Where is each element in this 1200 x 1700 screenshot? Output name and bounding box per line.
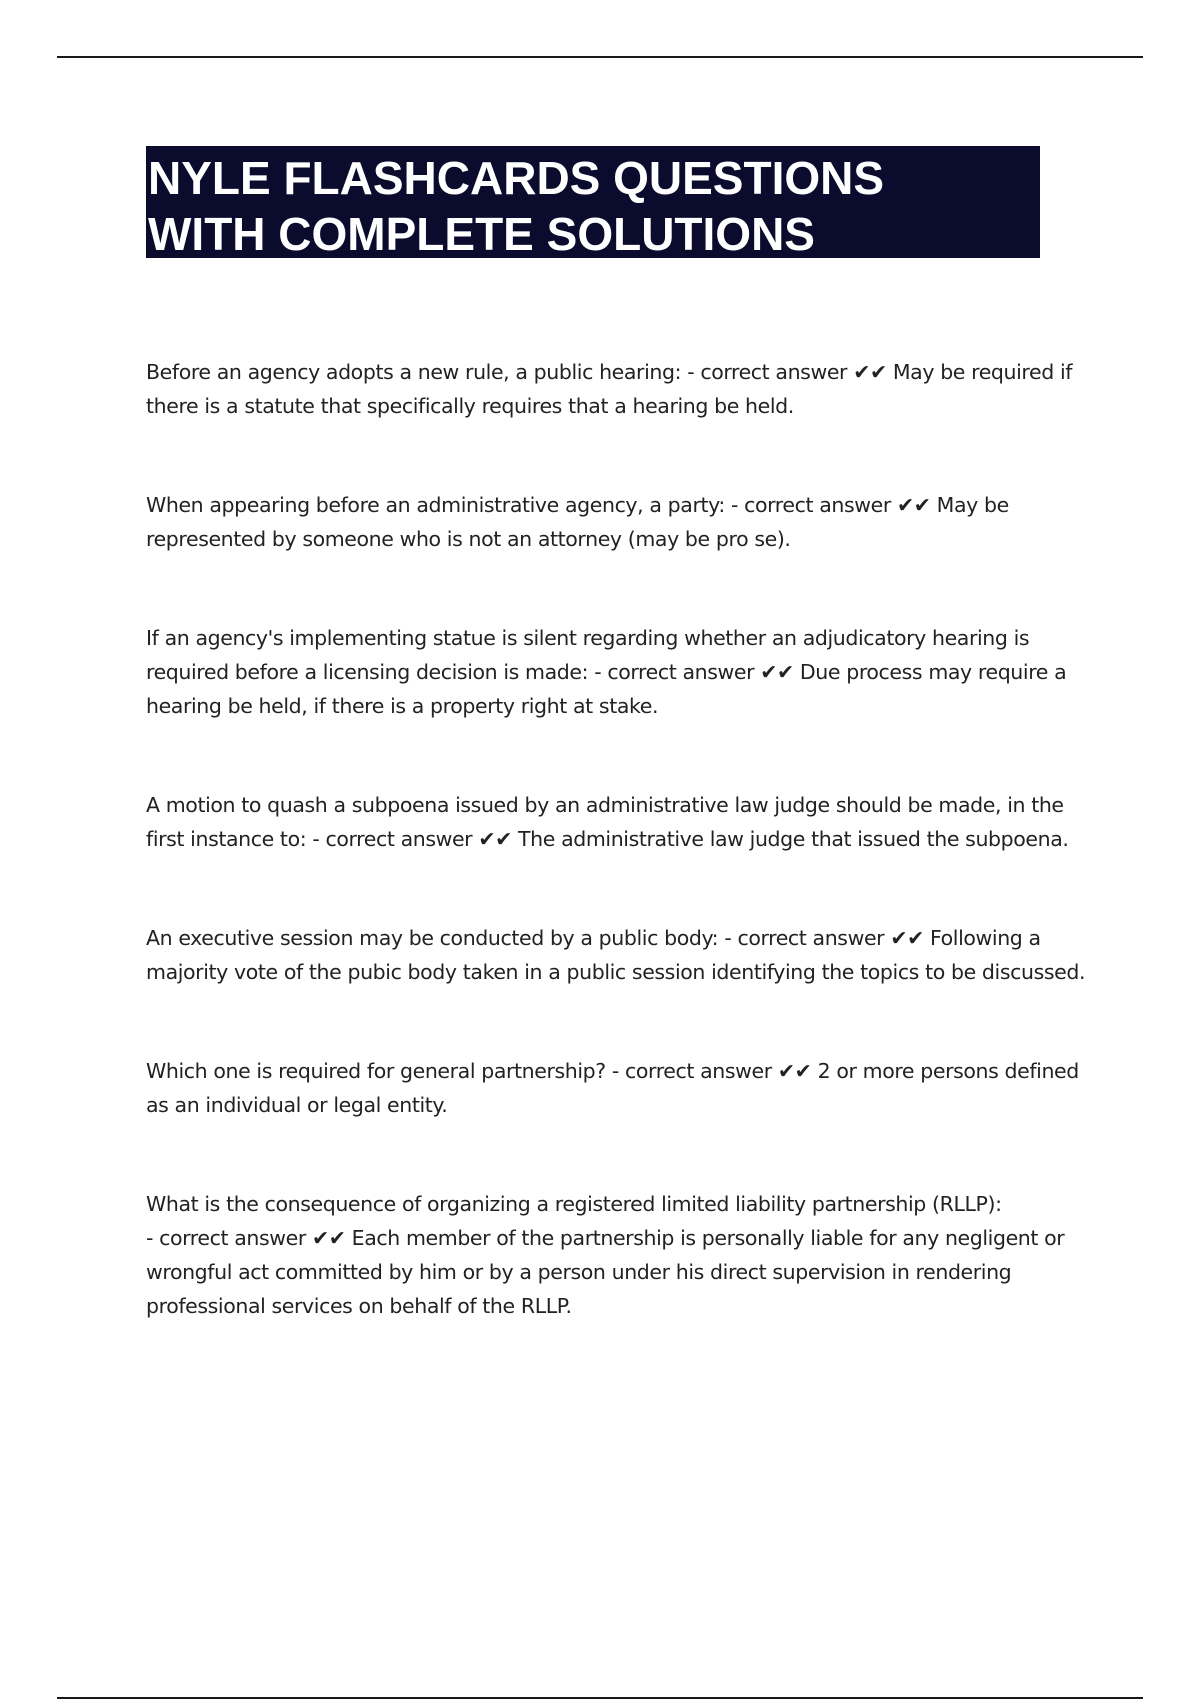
check-icon: ✔✔	[853, 360, 887, 384]
flashcard-answer: May be required if there is a statute that specifically requires that a hearing be held.	[146, 360, 1073, 418]
flashcard-item	[146, 355, 1086, 423]
document-title-banner	[146, 146, 1040, 258]
flashcard-item	[146, 921, 1086, 989]
flashcard-question: If an agency's implementing statue is silent regarding whether an adjudicatory hearing is required before a licensing decision is made:	[146, 626, 1030, 684]
answer-marker: - correct answer	[731, 493, 891, 517]
answer-marker: - correct answer	[594, 660, 755, 684]
flashcard-question: Which one is required for general partnership?	[146, 1059, 606, 1083]
check-icon: ✔✔	[896, 493, 931, 517]
bottom-divider	[57, 1697, 1143, 1699]
flashcard-item	[146, 621, 1086, 723]
check-icon: ✔✔	[311, 1226, 346, 1250]
document-title-line-2: WITH COMPLETE SOLUTIONS	[148, 208, 815, 260]
top-divider	[57, 56, 1143, 58]
flashcard-answer: Due process may require a hearing be held, if there is a property right at stake.	[146, 660, 1067, 718]
check-icon: ✔✔	[478, 827, 512, 851]
flashcard-question: When appearing before an administrative agency, a party:	[146, 493, 725, 517]
flashcard-answer: May be represented by someone who is not an attorney (may be pro se).	[146, 493, 1009, 551]
answer-marker: - correct answer	[146, 1226, 306, 1250]
flashcard-answer: 2 or more persons defined as an individual or legal entity.	[146, 1059, 1079, 1117]
check-icon: ✔✔	[890, 926, 924, 950]
flashcard-list	[146, 355, 1086, 1388]
flashcard-item	[146, 1054, 1086, 1122]
document-title-line-1: NYLE FLASHCARDS QUESTIONS	[148, 152, 885, 204]
flashcard-item	[146, 1187, 1086, 1323]
check-icon: ✔✔	[760, 660, 794, 684]
flashcard-question: An executive session may be conducted by a public body:	[146, 926, 719, 950]
flashcard-item	[146, 488, 1086, 556]
flashcard-answer: Following a majority vote of the pubic body taken in a public session identifying the topics to be discussed.	[146, 926, 1086, 984]
flashcard-question: What is the consequence of organizing a registered limited liability partnership (RLLP):	[146, 1192, 1002, 1216]
answer-marker: - correct answer	[724, 926, 885, 950]
flashcard-item	[146, 788, 1086, 856]
check-icon: ✔✔	[777, 1059, 812, 1083]
flashcard-answer: The administrative law judge that issued the subpoena.	[518, 827, 1069, 851]
flashcard-question: A motion to quash a subpoena issued by an administrative law judge should be made, in the first instance to:	[146, 793, 1064, 851]
flashcard-answer: Each member of the partnership is personally liable for any negligent or wrongful act committed by him or by a person under his direct supervision in rendering professional services on behalf of the RLLP.	[146, 1226, 1065, 1318]
flashcard-question: Before an agency adopts a new rule, a public hearing:	[146, 360, 682, 384]
answer-marker: - correct answer	[611, 1059, 772, 1083]
answer-marker: - correct answer	[312, 827, 473, 851]
answer-marker: - correct answer	[687, 360, 848, 384]
